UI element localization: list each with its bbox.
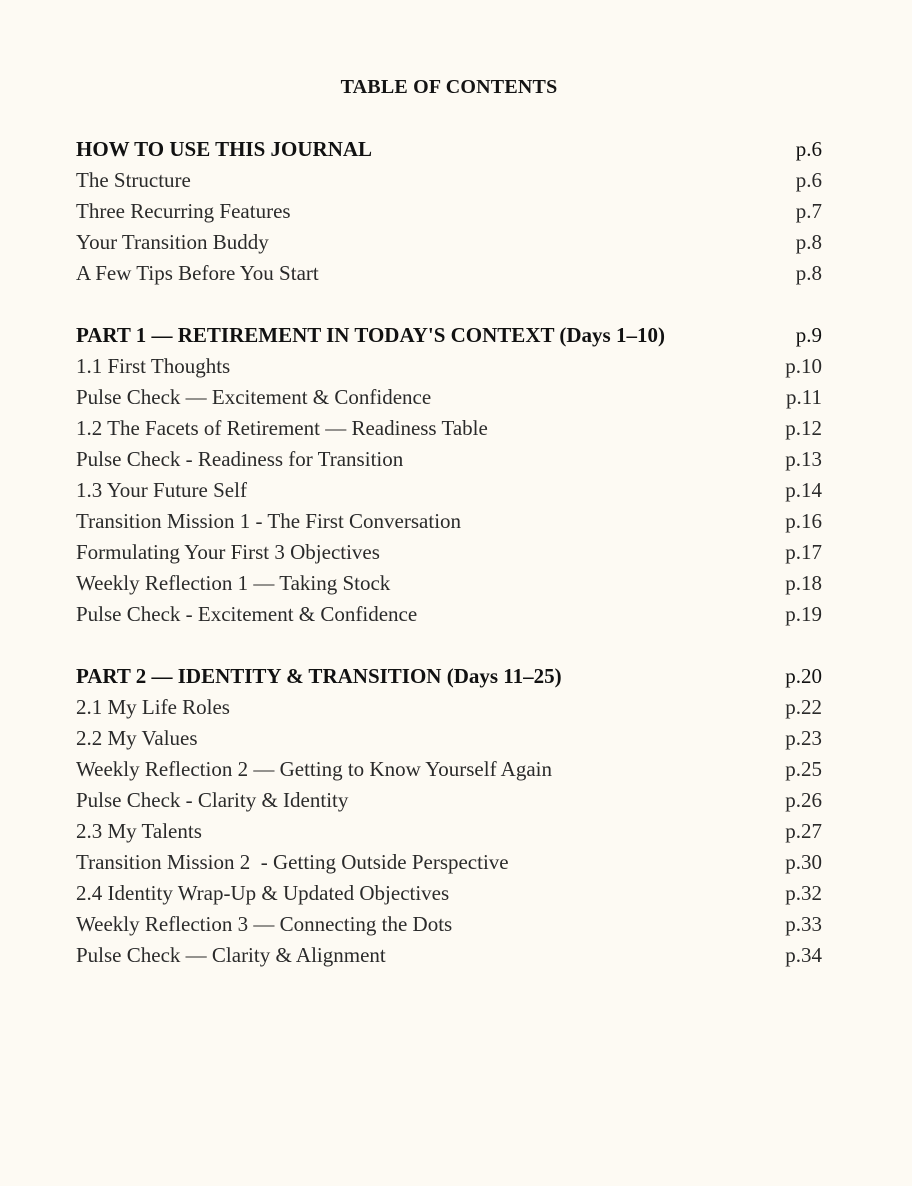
toc-entry-label: Weekly Reflection 3 — Connecting the Dots: [76, 912, 453, 936]
toc-entry[interactable]: [76, 227, 826, 258]
toc-entry[interactable]: [76, 475, 826, 506]
toc-page-number: p.12: [785, 416, 822, 440]
toc-entry[interactable]: [76, 847, 826, 878]
toc-entry-label: 2.2 My Values: [76, 726, 198, 750]
toc-entry[interactable]: [76, 816, 826, 847]
toc-page-number: p.6: [795, 168, 822, 192]
toc-section-part-2: [76, 661, 826, 971]
toc-page-number: p.8: [795, 230, 822, 254]
toc-heading-label: PART 1 — RETIREMENT IN TODAY'S CONTEXT (Days 1–10): [76, 323, 665, 347]
toc-section-heading[interactable]: [76, 320, 826, 351]
toc-entry-label: Pulse Check — Clarity & Alignment: [76, 943, 386, 967]
toc-page-number: p.13: [785, 447, 822, 471]
toc-entry[interactable]: [76, 196, 826, 227]
toc-page-number: p.23: [785, 726, 822, 750]
toc-entry-label: Transition Mission 1 - The First Conversation: [76, 509, 462, 533]
toc-page-number: p.9: [795, 323, 822, 347]
toc-page-number: p.34: [785, 943, 822, 967]
table-of-contents: [76, 134, 826, 1002]
toc-entry[interactable]: [76, 723, 826, 754]
toc-section-how-to-use: [76, 134, 826, 289]
toc-section-heading[interactable]: [76, 134, 826, 165]
toc-entry[interactable]: [76, 258, 826, 289]
toc-page-number: p.17: [785, 540, 822, 564]
toc-entry[interactable]: [76, 413, 826, 444]
toc-entry-label: 2.1 My Life Roles: [76, 695, 230, 719]
toc-entry[interactable]: [76, 940, 826, 971]
toc-entry-label: 2.3 My Talents: [76, 819, 202, 843]
toc-page-number: p.8: [795, 261, 822, 285]
toc-section-heading[interactable]: [76, 661, 826, 692]
toc-entry-label: Pulse Check - Excitement & Confidence: [76, 602, 418, 626]
toc-entry-label: 2.4 Identity Wrap-Up & Updated Objectives: [76, 881, 450, 905]
toc-entry[interactable]: [76, 754, 826, 785]
toc-entry-label: 1.1 First Thoughts: [76, 354, 231, 378]
toc-entry-label: Weekly Reflection 2 — Getting to Know Yourself Again: [76, 757, 552, 781]
toc-page-number: p.20: [785, 664, 822, 688]
toc-entry[interactable]: [76, 568, 826, 599]
toc-entry[interactable]: [76, 506, 826, 537]
toc-entry[interactable]: [76, 537, 826, 568]
toc-entry-label: Pulse Check — Excitement & Confidence: [76, 385, 432, 409]
toc-entry-label: Pulse Check - Readiness for Transition: [76, 447, 404, 471]
toc-page-number: p.18: [785, 571, 822, 595]
toc-entry-label: 1.3 Your Future Self: [76, 478, 247, 502]
toc-page-number: p.22: [785, 695, 822, 719]
toc-entry-label: Weekly Reflection 1 — Taking Stock: [76, 571, 391, 595]
toc-entry[interactable]: [76, 351, 826, 382]
page-title: TABLE OF CONTENTS: [340, 76, 558, 98]
toc-page-number: p.30: [785, 850, 822, 874]
toc-page-number: p.6: [795, 137, 822, 161]
toc-page-number: p.14: [785, 478, 822, 502]
toc-entry-label: Your Transition Buddy: [76, 230, 269, 254]
toc-entry-label: Three Recurring Features: [76, 199, 291, 223]
toc-page-number: p.19: [785, 602, 822, 626]
toc-entry-label: The Structure: [76, 168, 191, 192]
toc-page-number: p.27: [785, 819, 822, 843]
toc-entry-label: Transition Mission 2 - Getting Outside Perspective: [76, 850, 509, 874]
toc-entry[interactable]: [76, 382, 826, 413]
toc-page-number: p.10: [785, 354, 822, 378]
toc-entry[interactable]: [76, 878, 826, 909]
toc-entry-label: 1.2 The Facets of Retirement — Readiness Table: [76, 416, 488, 440]
toc-page-number: p.33: [785, 912, 822, 936]
toc-entry[interactable]: [76, 444, 826, 475]
toc-page-number: p.32: [785, 881, 822, 905]
toc-section-part-1: [76, 320, 826, 630]
toc-entry[interactable]: [76, 599, 826, 630]
toc-heading-label: PART 2 — IDENTITY & TRANSITION (Days 11–25): [76, 664, 562, 688]
toc-page-number: p.11: [786, 385, 822, 409]
toc-entry-label: Formulating Your First 3 Objectives: [76, 540, 380, 564]
toc-entry[interactable]: [76, 785, 826, 816]
toc-heading-label: HOW TO USE THIS JOURNAL: [76, 137, 373, 161]
toc-entry[interactable]: [76, 692, 826, 723]
toc-page-number: p.16: [785, 509, 822, 533]
toc-entry[interactable]: [76, 909, 826, 940]
toc-entry-label: Pulse Check - Clarity & Identity: [76, 788, 349, 812]
toc-page-number: p.25: [785, 757, 822, 781]
toc-page-number: p.26: [785, 788, 822, 812]
toc-entry-label: A Few Tips Before You Start: [76, 261, 319, 285]
toc-entry[interactable]: [76, 165, 826, 196]
toc-page-number: p.7: [795, 199, 822, 223]
